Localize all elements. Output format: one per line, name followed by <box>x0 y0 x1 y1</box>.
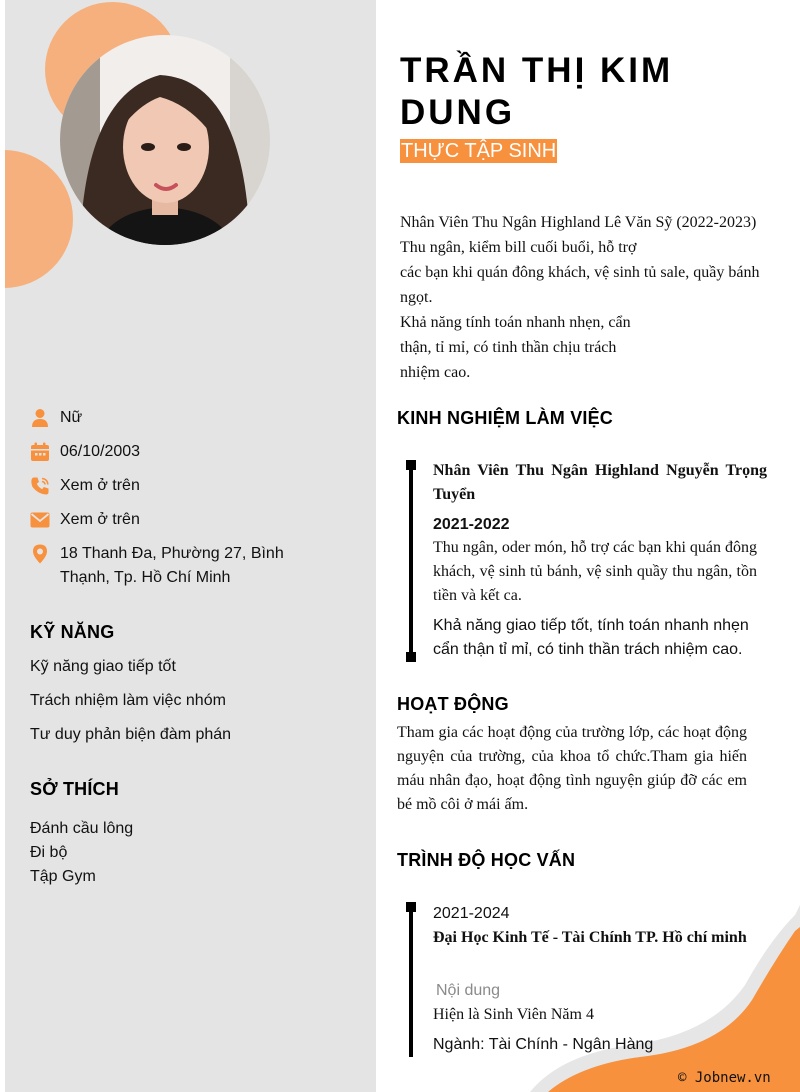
decor-circle-left <box>5 150 73 288</box>
experience-period: 2021-2022 <box>433 516 510 533</box>
skill-item: Kỹ năng giao tiếp tốt <box>30 658 176 675</box>
address-line-1: 18 Thanh Đa, Phường 27, Bình <box>60 545 284 562</box>
address-value <box>60 542 284 590</box>
gender-value: Nữ <box>60 409 83 426</box>
hobby-item: Đi bộ <box>30 844 68 861</box>
hobby-item: Đánh cầu lông <box>30 820 134 837</box>
experience-timeline-line <box>409 465 413 660</box>
summary-line: các bạn khi quán đông khách, vệ sinh tủ sale, quầy bánh ngọt. <box>400 264 760 306</box>
phone-value: Xem ở trên <box>60 477 140 494</box>
experience-description: Thu ngân, oder món, hỗ trợ các bạn khi quán đông khách, vệ sinh tủ bánh, vệ sinh quầy thu ngân, tồn tiền và kết ca. <box>433 539 757 604</box>
hobbies-title: SỞ THÍCH <box>30 779 119 799</box>
activities-text: Tham gia các hoạt động của trường lớp, các hoạt động nguyện của trường, của khoa tổ chức.Tham gia hiến máu nhân đạo, hoạt động tình nguyện giúp đỡ các em bé mồ côi ở mái ấm. <box>397 724 747 813</box>
education-period: 2021-2024 <box>433 905 510 922</box>
envelope-icon <box>30 510 50 530</box>
summary-line: nhiệm cao. <box>400 364 471 381</box>
candidate-role: THỰC TẬP SINH <box>401 140 557 162</box>
education-title: TRÌNH ĐỘ HỌC VẤN <box>397 850 576 870</box>
summary-line: Thu ngân, kiểm bill cuối buổi, hỗ trợ <box>400 239 637 256</box>
email-value: Xem ở trên <box>60 511 140 528</box>
contact-address <box>30 542 330 590</box>
candidate-name: TRẦN THỊ KIM DUNG <box>400 51 674 132</box>
contact-gender <box>30 406 330 430</box>
education-school: Đại Học Kinh Tế - Tài Chính TP. Hồ chí minh <box>433 929 747 946</box>
education-status: Hiện là Sinh Viên Năm 4 <box>433 1006 594 1023</box>
summary-line: Khả năng tính toán nhanh nhẹn, cẩn <box>400 314 631 331</box>
activities-title: HOẠT ĐỘNG <box>397 694 509 714</box>
calendar-icon <box>30 442 50 462</box>
contact-phone <box>30 474 330 498</box>
avatar-portrait-icon <box>60 35 270 245</box>
birthday-value: 06/10/2003 <box>60 443 141 460</box>
education-major: Ngành: Tài Chính - Ngân Hàng <box>433 1036 654 1053</box>
education-timeline-line <box>409 907 413 1057</box>
summary <box>400 210 785 385</box>
contact-birthday <box>30 440 330 464</box>
skill-item: Tư duy phản biện đàm phán <box>30 726 232 743</box>
education-timeline-start <box>406 902 416 912</box>
experience-title: KINH NGHIỆM LÀM VIỆC <box>397 408 614 428</box>
hobby-item: Tập Gym <box>30 868 96 885</box>
experience-timeline-start <box>406 460 416 470</box>
education-content-label: Nội dung <box>436 982 501 999</box>
summary-line: thận, tỉ mỉ, có tinh thần chịu trách <box>400 339 617 356</box>
experience-note: Khả năng giao tiếp tốt, tính toán nhanh nhẹn cẩn thận tỉ mỉ, có tinh thần trách nhiệm cao. <box>433 617 749 658</box>
map-pin-icon <box>30 544 50 564</box>
contact-email <box>30 508 330 532</box>
avatar <box>60 35 270 245</box>
watermark: © Jobnew.vn <box>678 1070 771 1086</box>
phone-icon <box>30 476 50 496</box>
skill-item: Trách nhiệm làm việc nhóm <box>30 692 226 709</box>
experience-timeline-end <box>406 652 416 662</box>
address-line-2: Thạnh, Tp. Hồ Chí Minh <box>60 569 231 586</box>
summary-line: Nhân Viên Thu Ngân Highland Lê Văn Sỹ (2022-2023) <box>400 214 757 231</box>
skills-title: KỸ NĂNG <box>30 622 115 642</box>
person-icon <box>30 408 50 428</box>
experience-job-title: Nhân Viên Thu Ngân Highland Nguyễn Trọng Tuyển <box>433 462 767 503</box>
